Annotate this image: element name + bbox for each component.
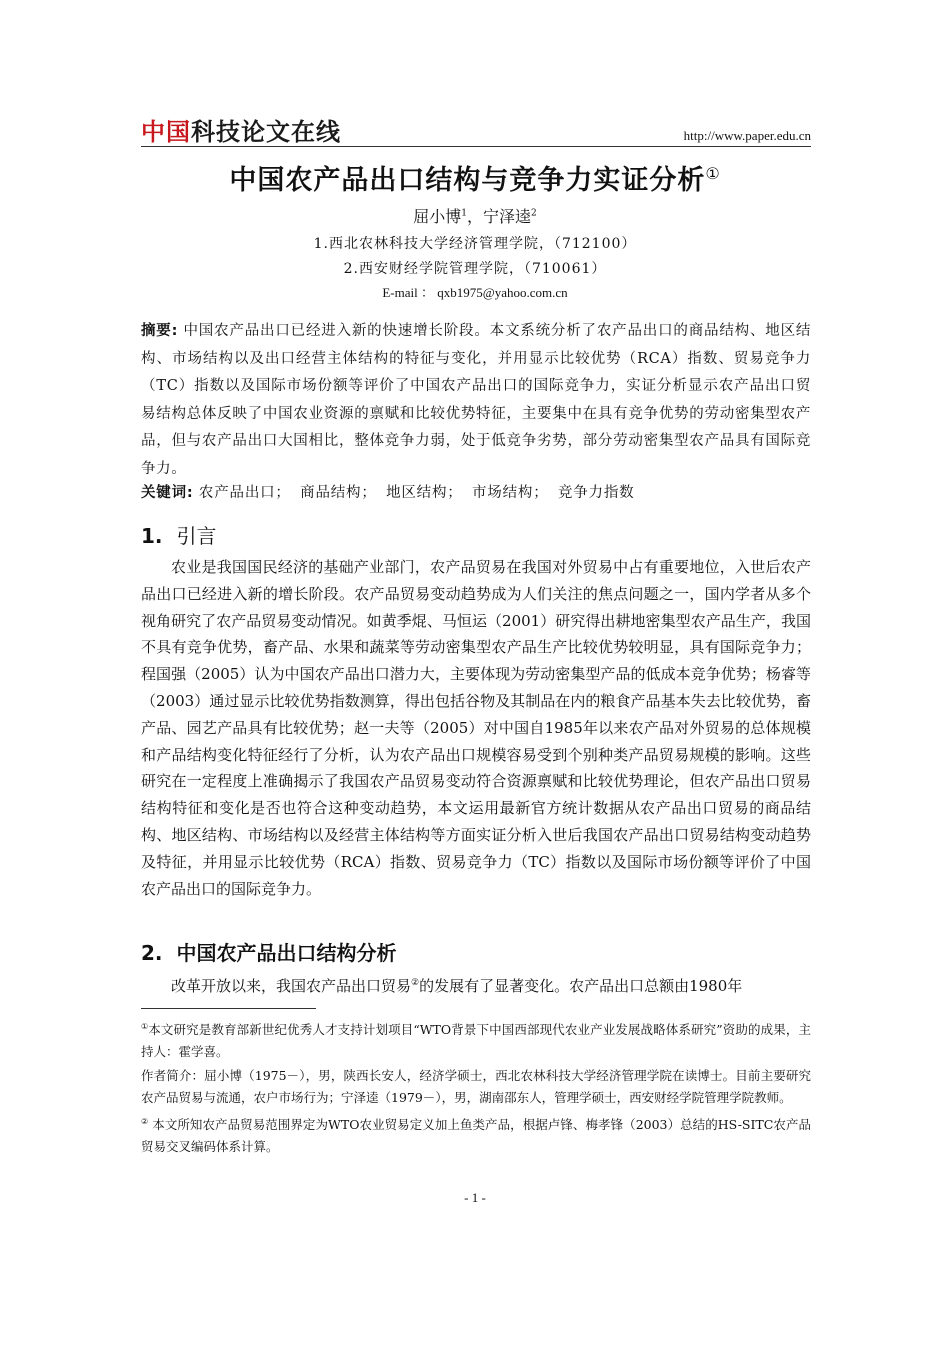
keyword-item: 市场结构； xyxy=(472,485,549,501)
title-footnote-mark[interactable]: ① xyxy=(705,164,721,183)
author-email[interactable]: E-mail ： qxb1975@yahoo.com.cn xyxy=(382,285,568,300)
paper-title-text: 中国农产品出口结构与竞争力实证分析 xyxy=(229,165,706,196)
author-bio: 作者简介：屈小博（1975－），男，陕西长安人，经济学硕士，西北农林科技大学经济管理学院在读博士。目前主要研究农产品贸易与流通，农户市场行为；宁泽逵（1979－），男，湖南邵东人，管理学硕士，西安财经学院管理学院教师。 xyxy=(141,1068,811,1106)
keyword-item: 商品结构； xyxy=(300,485,377,501)
section-2-title: 中国农产品出口结构分析 xyxy=(176,941,397,965)
affiliation-1: 1.西北农林科技大学经济管理学院，（712100） xyxy=(313,236,637,252)
footnotes xyxy=(141,1016,811,1160)
paper-title xyxy=(0,158,950,197)
section-2-number: 2. xyxy=(141,941,163,965)
section-2-text-before: 改革开放以来，我国农产品出口贸易 xyxy=(171,977,412,995)
keywords xyxy=(141,481,811,502)
abstract-text: 中国农产品出口已经进入新的快速增长阶段。本文系统分析了农产品出口的商品结构、地区结构、市场结构以及出口经营主体结构的特征与变化，并用显示比较优势（RCA）指数、贸易竞争力（TC）指数以及国际市场份额等评价了中国农产品出口的国际竞争力，实证分析显示农产品出口贸易结构总体反映了中国农业资源的禀赋和比较优势特征，主要集中在具有竞争优势的劳动密集型农产品，但与农产品出口大国相比，整体竞争力弱，处于低竞争劣势，部分劳动密集型农产品具有国际竞争力。 xyxy=(141,323,811,477)
footnote-1-text: 本文研究是教育部新世纪优秀人才支持计划项目“WTO背景下中国西部现代农业产业发展战略体系研究”资助的成果，主持人：霍学喜。 xyxy=(141,1022,812,1060)
section-2-heading xyxy=(141,937,397,966)
section-1-number: 1. xyxy=(141,524,163,548)
footnote-1 xyxy=(141,1016,811,1063)
footnote-2-ref[interactable]: ② xyxy=(411,978,420,988)
abstract-label: 摘要: xyxy=(141,323,179,339)
section-1-paragraph: 农业是我国国民经济的基础产业部门，农产品贸易在我国对外贸易中占有重要地位，入世后农产品出口已经进入新的增长阶段。农产品贸易变动趋势成为人们关注的焦点问题之一，国内学者从多个视角研究了农产品贸易变动情况。如黄季焜、马恒运（2001）研究得出耕地密集型农产品生产，我国不具有竞争优势，畜产品、水果和蔬菜等劳动密集型农产品生产比较优势较明显，具有国际竞争力；程国强（2005）认为中国农产品出口潜力大，主要体现为劳动密集型产品的低成本竞争优势；杨睿等（2003）通过显示比较优势指数测算，得出包括谷物及其制品在内的粮食产品基本失去比较优势，畜产品、园艺产品具有比较优势；赵一夫等（2005）对中国自1985年以来农产品对外贸易的总体规模和产品结构变化特征经行了分析，认为农产品出口规模容易受到个别种类产品贸易规模的影响。这些研究在一定程度上准确揭示了我国农产品贸易变动符合资源禀赋和比较优势理论，但农产品出口贸易结构特征和变化是否也符合这种变动趋势，本文运用最新官方统计数据从农产品出口贸易的商品结构、地区结构、市场结构以及经营主体结构等方面实证分析入世后我国农产品出口贸易结构变动趋势及特征，并用显示比较优势（RCA）指数、贸易竞争力（TC）指数以及国际市场份额等评价了中国农产品出口的国际竞争力。 xyxy=(141,558,811,898)
author-line xyxy=(0,204,950,227)
section-2-paragraph xyxy=(141,970,811,999)
journal-url[interactable]: http://www.paper.edu.cn xyxy=(683,128,811,143)
footnote-divider xyxy=(141,1008,316,1009)
section-1-heading xyxy=(141,520,217,549)
page-number: - 1 - xyxy=(464,1190,486,1205)
keyword-item: 竞争力指数 xyxy=(557,485,635,501)
abstract xyxy=(141,318,811,483)
author-separator: ， xyxy=(466,207,483,226)
author-2-affil-mark: 2 xyxy=(531,208,537,219)
journal-logo[interactable] xyxy=(141,112,341,147)
keyword-item: 地区结构； xyxy=(386,485,463,501)
keywords-label: 关键词: xyxy=(141,485,194,501)
keyword-item: 农产品出口； xyxy=(198,485,291,501)
author-1: 屈小博 xyxy=(413,207,462,226)
logo-black-text: 科技论文在线 xyxy=(191,118,341,146)
logo-red-text: 中国 xyxy=(141,118,191,146)
affiliation-2: 2.西安财经学院管理学院，（710061） xyxy=(343,261,607,277)
section-2-text-after: 的发展有了显著变化。农产品出口总额由1980年 xyxy=(419,977,743,995)
footnote-2 xyxy=(141,1111,811,1158)
author-1-affil-mark: 1 xyxy=(461,208,467,219)
footnote-2-mark: ② xyxy=(141,1117,149,1127)
author-2: 宁泽逵 xyxy=(483,207,532,226)
footnote-1-mark: ① xyxy=(141,1022,149,1031)
footnote-2-text: 本文所知农产品贸易范围界定为WTO农业贸易定义加上鱼类产品，根据卢锋、梅孝锋（2003）总结的HS-SITC农产品贸易交叉编码体系计算。 xyxy=(141,1117,811,1155)
journal-header xyxy=(141,112,811,147)
section-1-title: 引言 xyxy=(176,524,217,548)
